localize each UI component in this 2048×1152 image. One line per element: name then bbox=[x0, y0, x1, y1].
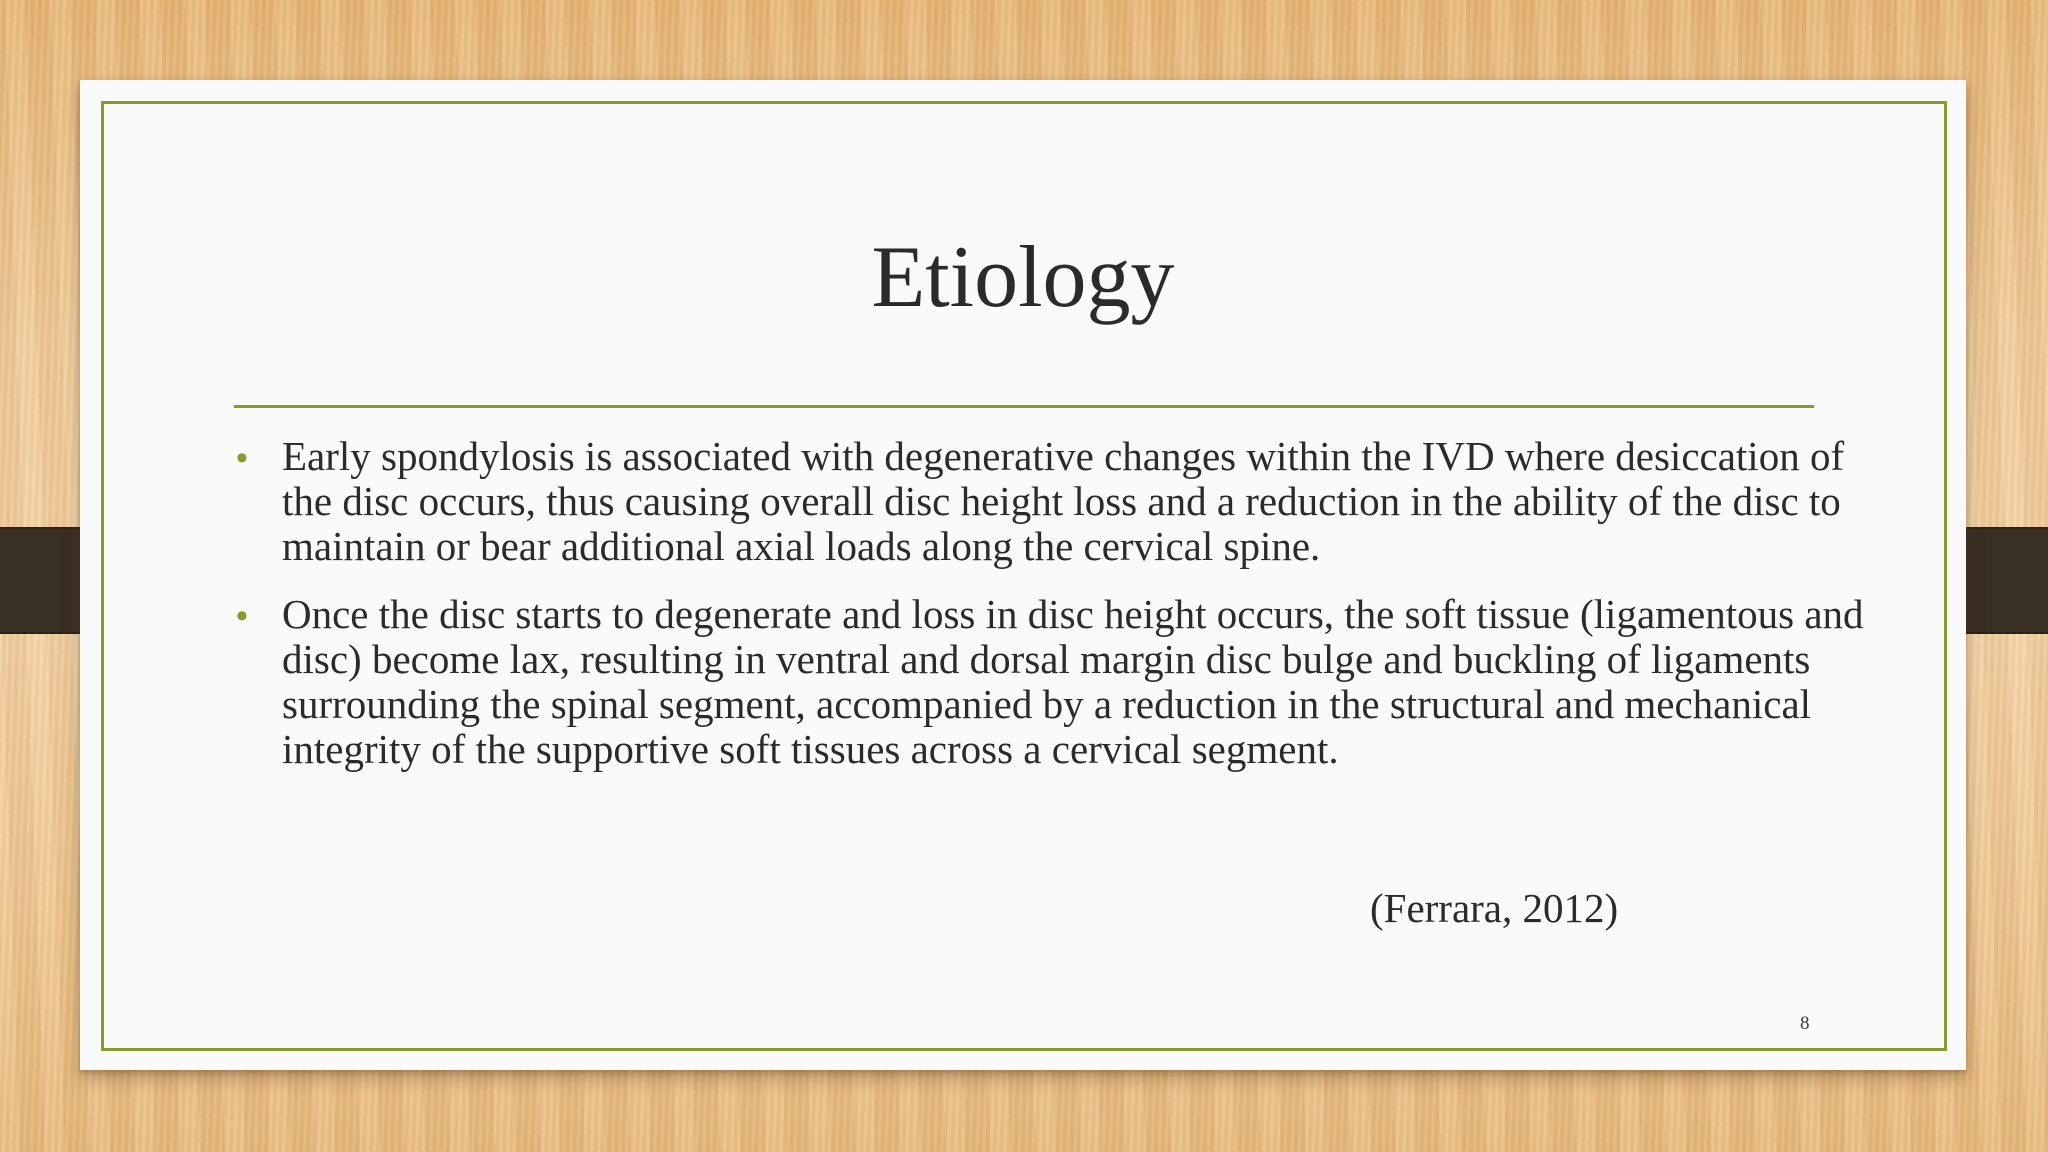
bullet-icon: • bbox=[236, 439, 248, 477]
page-number: 8 bbox=[1800, 1013, 1810, 1034]
bullet-item bbox=[234, 592, 1874, 772]
slide-title: Etiology bbox=[871, 229, 1175, 326]
citation: (Ferrara, 2012) bbox=[1370, 885, 1619, 931]
bullet-text: Once the disc starts to degenerate and loss in disc height occurs, the soft tissue (ligamentous and disc) become lax, resulting in ventral and dorsal margin disc bulge and buckling of ligaments surrounding the spinal segment, accompanied by a reduction in the structural and mechanical integrity of the supportive soft tissues across a cervical segment. bbox=[282, 591, 1864, 772]
bullet-list bbox=[234, 434, 1874, 795]
slide bbox=[80, 80, 1966, 1070]
title-divider bbox=[234, 405, 1814, 408]
bullet-item bbox=[234, 434, 1874, 569]
bullet-icon: • bbox=[236, 597, 248, 635]
bullet-text: Early spondylosis is associated with degenerative changes within the IVD where desiccation of the disc occurs, thus causing overall disc height loss and a reduction in the ability of the disc to maintain or bear additional axial loads along the cervical spine. bbox=[282, 433, 1845, 569]
